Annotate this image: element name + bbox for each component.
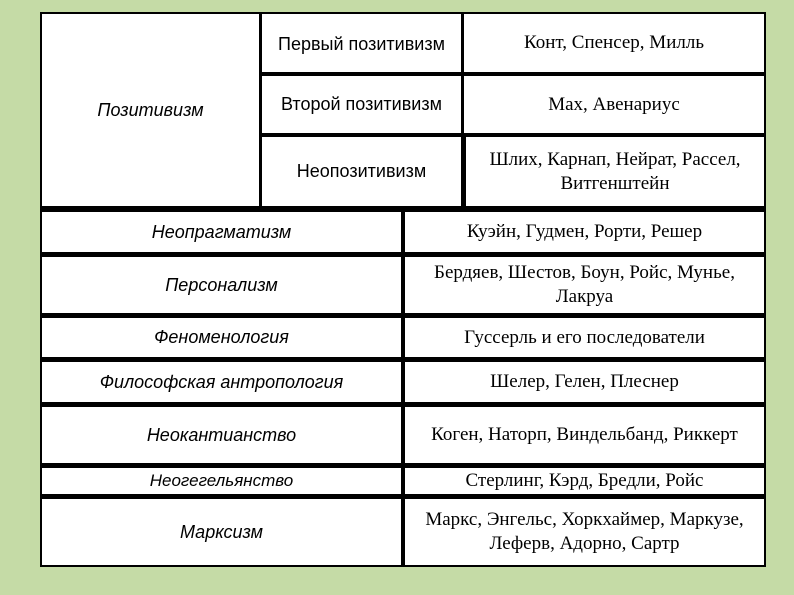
philosophy-table [40, 12, 766, 567]
school-people: Бердяев, Шестов, Боун, Ройс, Мунье, Лакруа [434, 262, 735, 307]
school-name: Марксизм [179, 521, 264, 542]
school-people: Мах, Авенариус [548, 93, 680, 115]
school-name: Первый позитивизм [278, 33, 445, 54]
school-name: Неопрагматизм [151, 221, 292, 242]
school-people: Стерлинг, Кэрд, Бредли, Ройс [465, 470, 704, 492]
positivism-label [42, 14, 259, 207]
school-name: Персонализм [165, 274, 278, 295]
school-name: Философская антропология [99, 371, 344, 392]
school-people: Маркс, Энгельс, Хоркхаймер, Маркузе, Леферв, Адорно, Сартр [425, 509, 744, 554]
school-name: Неогегельянство [149, 471, 294, 491]
school-people: Конт, Спенсер, Милль [524, 32, 704, 54]
school-people: Коген, Наторп, Виндельбанд, Риккерт [431, 424, 738, 446]
positivism-label-text: Позитивизм [97, 100, 204, 121]
school-name: Второй позитивизм [281, 94, 442, 115]
school-name: Феноменология [154, 327, 289, 348]
school-name: Неопозитивизм [296, 161, 427, 182]
school-people: Гуссерль и его последователи [464, 326, 705, 348]
school-people: Шлих, Карнап, Нейрат, Рассел, Витгенштейн [489, 148, 741, 194]
school-people: Куэйн, Гудмен, Рорти, Решер [466, 221, 703, 243]
school-name: Неокантианство [146, 424, 297, 445]
school-people: Шелер, Гелен, Плеснер [490, 371, 679, 393]
